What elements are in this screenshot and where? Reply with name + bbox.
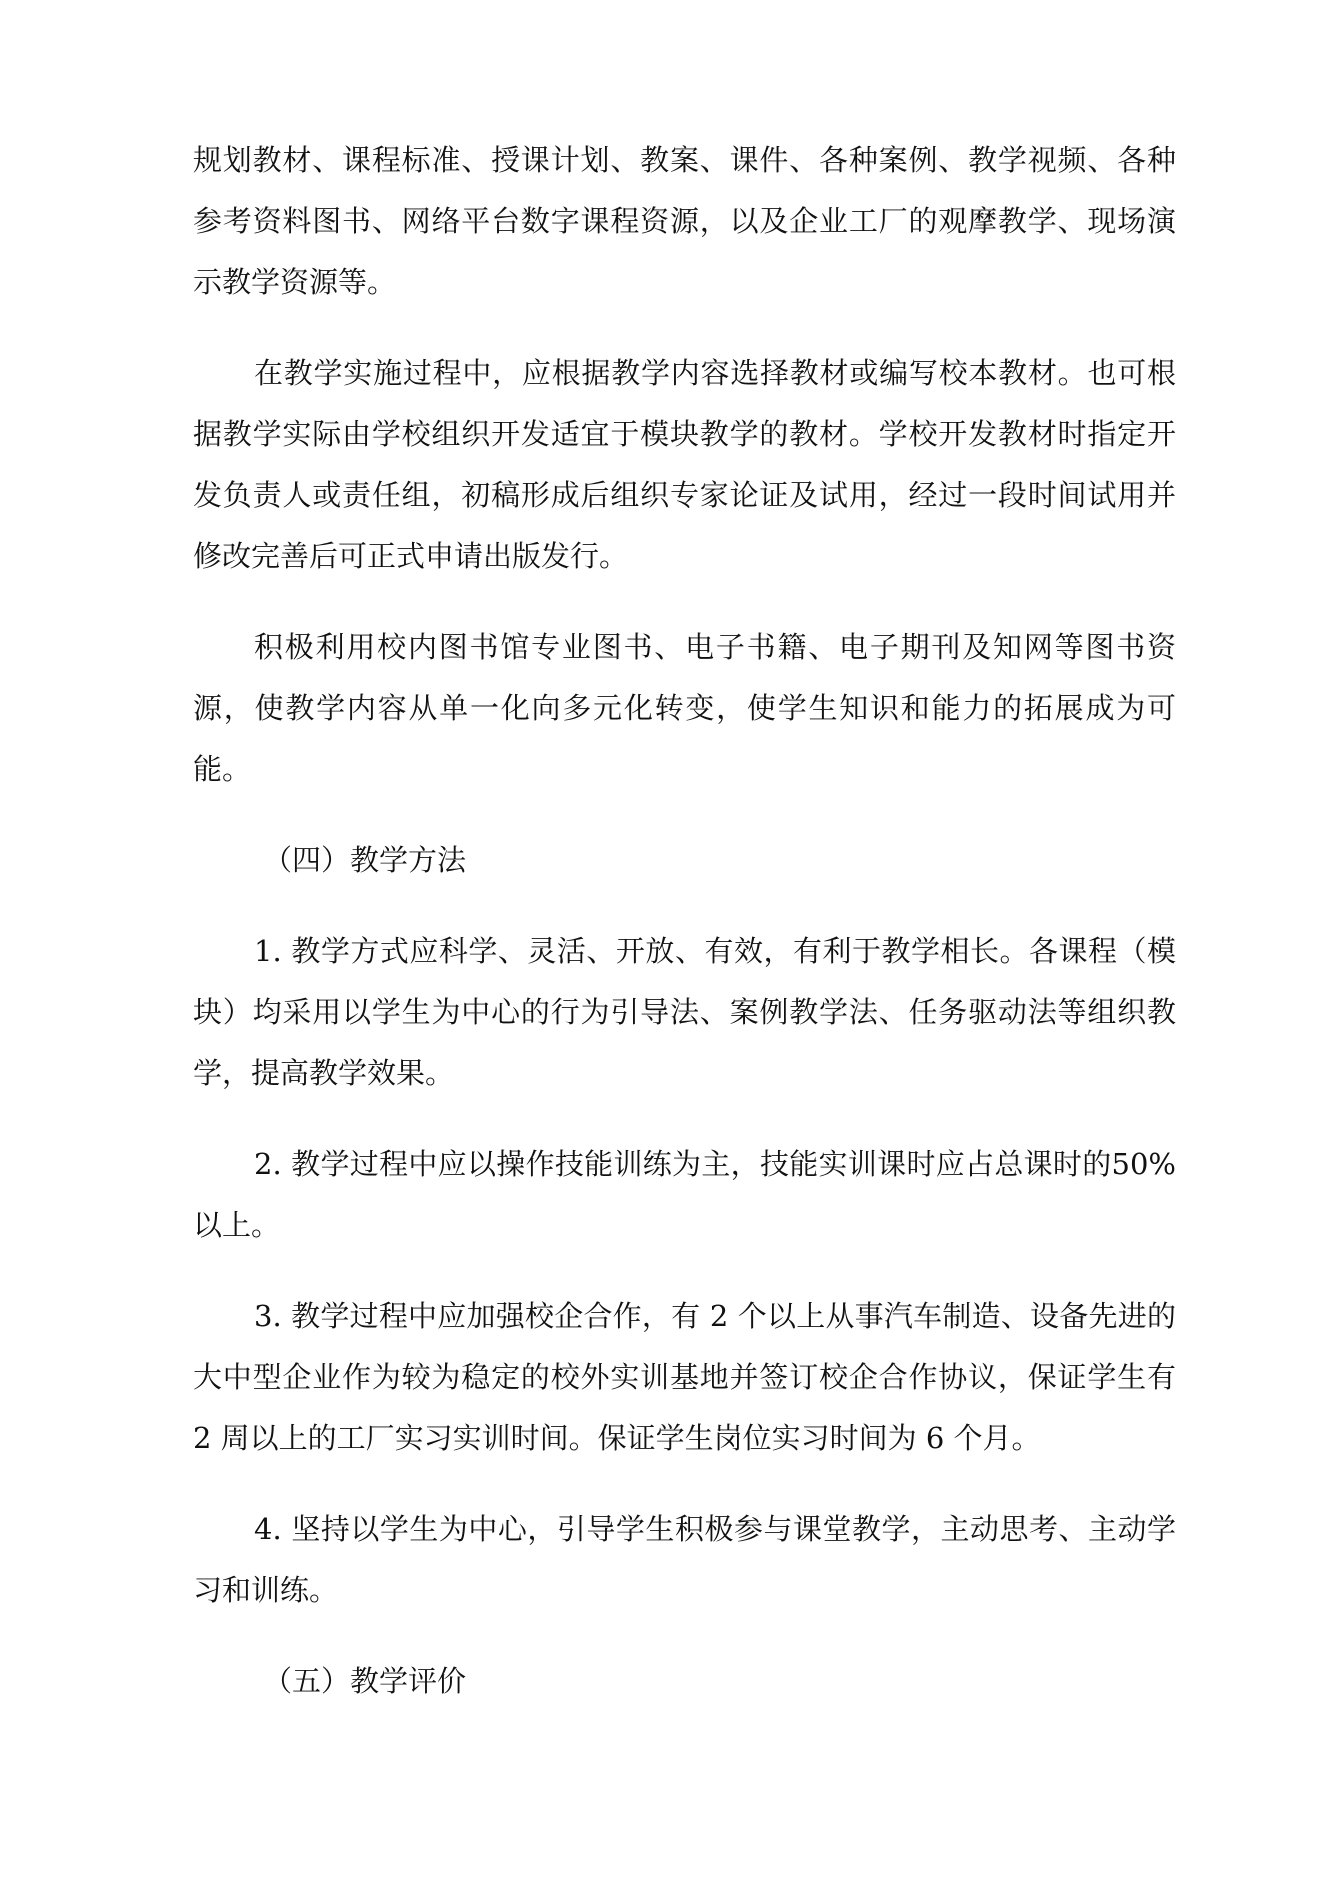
section-heading-teaching-methods: （四）教学方法 — [263, 843, 467, 877]
list-item-method-3: 3. 教学过程中应加强校企合作，有 2 个以上从事汽车制造、设备先进的大中型企业作为较为稳定的校外实训基地并签订校企合作协议，保证学生有 2 周以上的工厂实习实训时间。保证学生岗位实习时间为 6 个月。 — [193, 1299, 1176, 1455]
list-item-method-2: 2. 教学过程中应以操作技能训练为主，技能实训课时应占总课时的50%以上。 — [193, 1147, 1176, 1242]
list-item-method-4: 4. 坚持以学生为中心，引导学生积极参与课堂教学，主动思考、主动学习和训练。 — [193, 1512, 1176, 1607]
paragraph-library-resources: 积极利用校内图书馆专业图书、电子书籍、电子期刊及知网等图书资源，使教学内容从单一化向多元化转变，使学生知识和能力的拓展成为可能。 — [193, 630, 1176, 786]
section-heading-teaching-evaluation: （五）教学评价 — [263, 1664, 467, 1698]
list-item-method-1: 1. 教学方式应科学、灵活、开放、有效，有利于教学相长。各课程（模块）均采用以学生为中心的行为引导法、案例教学法、任务驱动法等组织教学，提高教学效果。 — [193, 934, 1176, 1090]
document-page — [193, 130, 1176, 1742]
paragraph-teaching-resources: 规划教材、课程标准、授课计划、教案、课件、各种案例、教学视频、各种参考资料图书、网络平台数字课程资源，以及企业工厂的观摩教学、现场演示教学资源等。 — [193, 143, 1176, 299]
paragraph-textbook-selection: 在教学实施过程中，应根据教学内容选择教材或编写校本教材。也可根据教学实际由学校组织开发适宜于模块教学的教材。学校开发教材时指定开发负责人或责任组，初稿形成后组织专家论证及试用，经过一段时间试用并修改完善后可正式申请出版发行。 — [193, 356, 1176, 573]
